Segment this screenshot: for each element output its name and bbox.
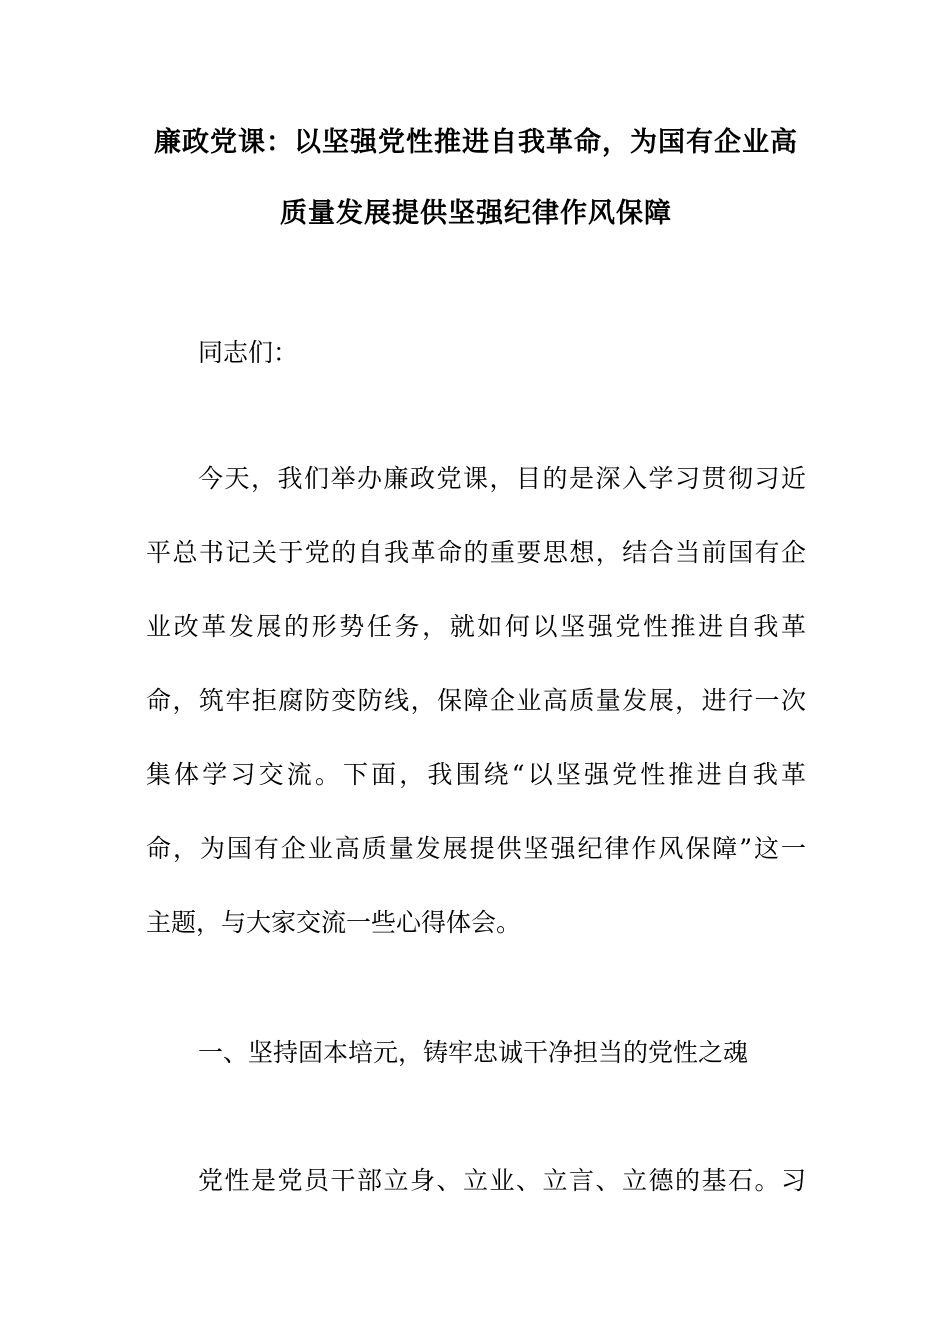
intro-paragraph-line: 命，筑牢拒腐防变防线，保障企业高质量发展，进行一次 bbox=[146, 686, 806, 715]
intro-paragraph-line: 平总书记关于党的自我革命的重要思想，结合当前国有企 bbox=[146, 538, 806, 567]
section-paragraph-line: 党性是党员干部立身、立业、立言、立德的基石。习 bbox=[198, 1166, 806, 1195]
document-title-line-2: 质量发展提供坚强纪律作风保障 bbox=[280, 198, 672, 229]
intro-paragraph-line: 集体学习交流。下面，我围绕“以坚强党性推进自我革 bbox=[146, 760, 806, 789]
document-title-line-1: 廉政党课：以坚强党性推进自我革命，为国有企业高 bbox=[154, 127, 798, 158]
section-heading: 一、坚持固本培元，铸牢忠诚干净担当的党性之魂 bbox=[198, 1038, 749, 1067]
intro-paragraph-line: 业改革发展的形势任务，就如何以坚强党性推进自我革 bbox=[146, 612, 806, 641]
salutation: 同志们： bbox=[198, 338, 299, 367]
intro-paragraph-line-last: 主题，与大家交流一些心得体会。 bbox=[146, 908, 522, 937]
intro-paragraph-line: 今天，我们举办廉政党课，目的是深入学习贯彻习近 bbox=[198, 464, 806, 493]
intro-paragraph-line: 命，为国有企业高质量发展提供坚强纪律作风保障”这一 bbox=[146, 834, 806, 863]
